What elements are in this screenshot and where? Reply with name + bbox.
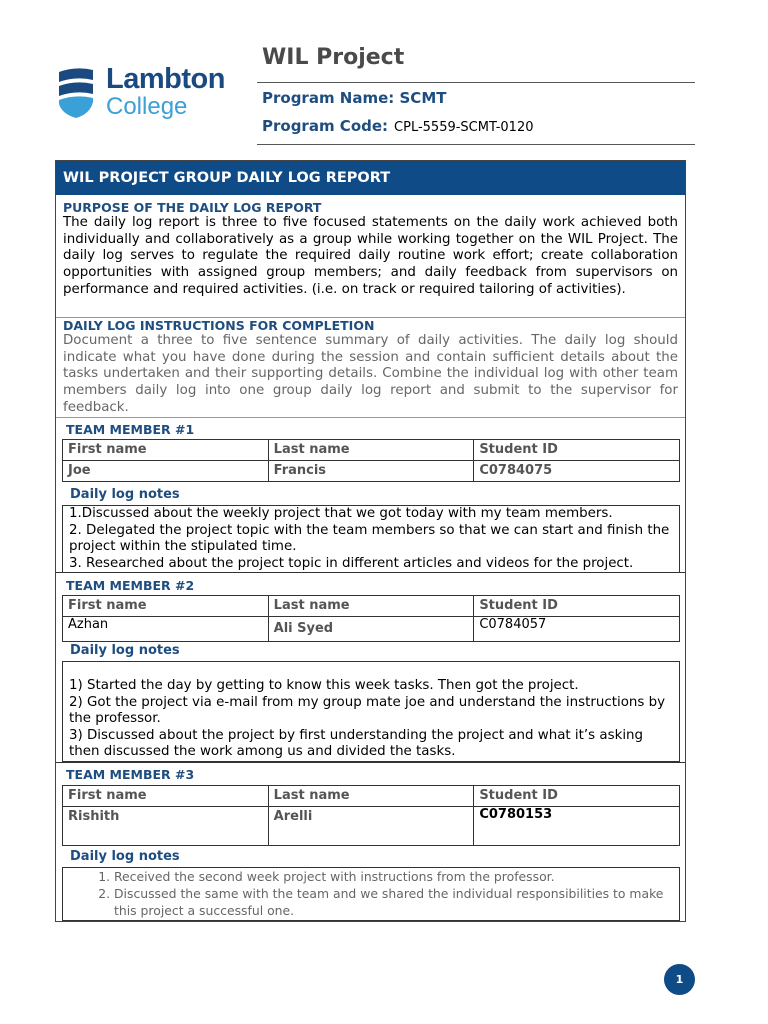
table-row — [63, 617, 680, 642]
col-student-id: Student ID — [474, 596, 680, 617]
shield-icon — [56, 64, 96, 118]
header-divider-top — [257, 82, 695, 83]
purpose-text: The daily log report is three to five focused statements on the daily work achieved both individually and collaboratively as a group while working together on the WIL Project. The daily log serves to regulate the required daily routine work effort; create collaboration opportunities with assigned group members; and daily feedback from supervisors on performance and required activities. (i.e. on track or required tailoring of activities). — [63, 215, 678, 297]
daily-log-notes-label: Daily log notes — [70, 849, 180, 864]
program-code-value: CPL-5559-SCMT-0120 — [394, 120, 534, 135]
member-first-name: Joe — [63, 461, 269, 482]
report-banner: WIL PROJECT GROUP DAILY LOG REPORT — [56, 161, 685, 195]
member-last-name: Arelli — [268, 807, 474, 846]
section-divider — [56, 762, 685, 763]
table-row — [63, 596, 680, 617]
table-row — [63, 440, 680, 461]
team-member-2-table — [62, 595, 680, 642]
list-item: 1. Received the second week project with instructions from the professor. — [114, 868, 673, 885]
page-title: WIL Project — [262, 45, 405, 70]
list-item: 3) Discussed about the project by first understanding the project and what it’s asking then discussed the work among us and divided the tasks. — [69, 727, 644, 760]
instructions-heading: DAILY LOG INSTRUCTIONS FOR COMPLETION — [63, 318, 375, 333]
instructions-section — [56, 318, 685, 417]
member-student-id: C0784075 — [474, 461, 680, 482]
col-last-name: Last name — [268, 596, 474, 617]
logo-text-college: College — [106, 93, 188, 120]
col-first-name: First name — [63, 440, 269, 461]
col-student-id: Student ID — [474, 440, 680, 461]
section-divider — [56, 417, 685, 418]
list-item: 2. Discussed the same with the team and we shared the individual responsibilities to make this project a successful one. — [114, 885, 673, 919]
table-row — [63, 461, 680, 482]
instructions-text: Document a three to five sentence summary of daily activities. The daily log should indicate what you have done during the session and contain sufficient details about the tasks undertaken and their supporting details. Combine the individual log with other team members daily log into one group daily log report and submit to the supervisor for feedback. — [63, 333, 678, 415]
member-student-id: C0784057 — [474, 617, 680, 642]
team-member-3-table — [62, 785, 680, 846]
member-student-id: C0780153 — [474, 807, 680, 846]
section-divider — [56, 572, 685, 573]
member-last-name: Ali Syed — [268, 617, 474, 642]
table-row — [63, 786, 680, 807]
header-divider-bottom — [257, 144, 695, 145]
col-first-name: First name — [63, 596, 269, 617]
program-code-label: Program Code: — [262, 117, 389, 135]
team-member-1-table — [62, 439, 680, 482]
daily-log-notes-label: Daily log notes — [70, 643, 180, 658]
lambton-college-logo — [56, 64, 238, 120]
list-item: 3. Researched about the project topic in different articles and videos for the project. — [69, 555, 634, 571]
team-member-1-notes — [62, 505, 680, 573]
col-student-id: Student ID — [474, 786, 680, 807]
daily-log-notes-label: Daily log notes — [70, 487, 180, 502]
member-last-name: Francis — [268, 461, 474, 482]
program-name: Program Name: SCMT — [262, 89, 447, 107]
program-code — [262, 117, 534, 135]
list-item: 2) Got the project via e-mail from my group mate joe and understand the instructions by the professor. — [69, 694, 666, 727]
team-member-3-notes — [62, 867, 680, 921]
list-item: 2. Delegated the project topic with the team members so that we can start and finish the project within the stipulated time. — [69, 522, 670, 555]
member-first-name: Rishith — [63, 807, 269, 846]
team-member-3-label: TEAM MEMBER #3 — [66, 767, 195, 782]
team-member-1-label: TEAM MEMBER #1 — [66, 422, 195, 437]
purpose-section — [56, 200, 685, 299]
list-item: 1) Started the day by getting to know this week tasks. Then got the project. — [69, 678, 579, 693]
col-last-name: Last name — [268, 786, 474, 807]
table-row — [63, 807, 680, 846]
logo-text-lambton: Lambton — [106, 63, 225, 95]
team-member-2-label: TEAM MEMBER #2 — [66, 578, 195, 593]
member-first-name: Azhan — [63, 617, 269, 642]
col-last-name: Last name — [268, 440, 474, 461]
daily-log-report — [55, 160, 686, 922]
col-first-name: First name — [63, 786, 269, 807]
page-number-badge: 1 — [664, 964, 695, 995]
purpose-heading: PURPOSE OF THE DAILY LOG REPORT — [63, 200, 322, 215]
list-item: 1.Discussed about the weekly project that we got today with my team members. — [69, 506, 613, 521]
team-member-2-notes — [62, 661, 680, 762]
